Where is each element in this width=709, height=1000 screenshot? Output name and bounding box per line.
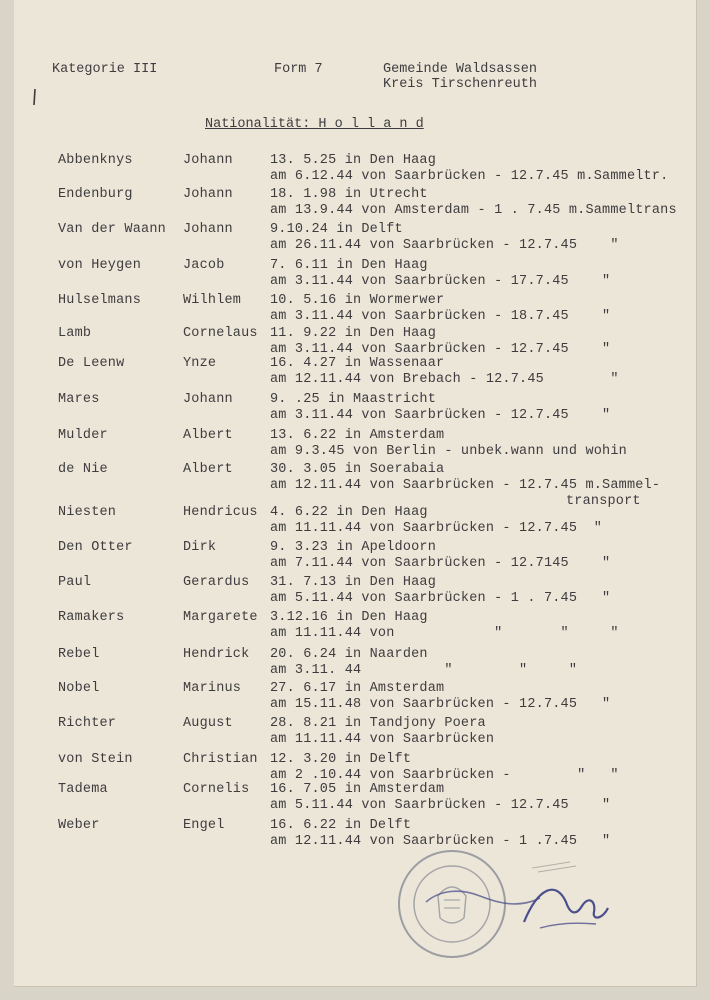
entry-surname: Nobel <box>58 681 100 696</box>
entry-birth-info: 4. 6.22 in Den Haag <box>270 505 428 520</box>
entry-first-name: Johann <box>183 392 233 407</box>
entry-record-info: am 26.11.44 von Saarbrücken - 12.7.45 " <box>270 238 619 253</box>
entry-birth-info: 3.12.16 in Den Haag <box>270 610 428 625</box>
entry-first-name: Cornelaus <box>183 326 258 341</box>
entry-surname: Endenburg <box>58 187 133 202</box>
municipality-label: Gemeinde Waldsassen <box>383 62 537 77</box>
entry-birth-info: 11. 9.22 in Den Haag <box>270 326 437 341</box>
entry-birth-info: 18. 1.98 in Utrecht <box>270 187 428 202</box>
entry-surname: Tadema <box>58 782 108 797</box>
entry-record-info: am 5.11.44 von Saarbrücken - 12.7.45 " <box>270 798 611 813</box>
entry-record-info: am 11.11.44 von " " " <box>270 626 619 641</box>
entry-first-name: Albert <box>183 462 233 477</box>
entry-first-name: Cornelis <box>183 782 250 797</box>
entry-first-name: Christian <box>183 752 258 767</box>
entry-record-info: am 12.11.44 von Saarbrücken - 1 .7.45 " <box>270 834 611 849</box>
entry-first-name: Johann <box>183 187 233 202</box>
nationality-title: Nationalität: H o l l a n d <box>205 117 424 132</box>
entry-birth-info: 13. 6.22 in Amsterdam <box>270 428 445 443</box>
entry-surname: Mulder <box>58 428 108 443</box>
entry-birth-info: 7. 6.11 in Den Haag <box>270 258 428 273</box>
entry-surname: Paul <box>58 575 92 590</box>
entry-surname: Ramakers <box>58 610 125 625</box>
entry-record-info: am 12.11.44 von Saarbrücken - 12.7.45 m.Sammel- <box>270 478 661 493</box>
entry-row <box>0 818 709 852</box>
entry-birth-info: 28. 8.21 in Tandjony Poera <box>270 716 486 731</box>
margin-mark <box>32 88 38 106</box>
entry-first-name: August <box>183 716 233 731</box>
entry-surname: von Heygen <box>58 258 142 273</box>
entry-birth-info: 20. 6.24 in Naarden <box>270 647 428 662</box>
entry-birth-info: 10. 5.16 in Wormerwer <box>270 293 445 308</box>
entry-row <box>0 752 709 786</box>
entry-birth-info: 27. 6.17 in Amsterdam <box>270 681 445 696</box>
entry-birth-info: 16. 7.05 in Amsterdam <box>270 782 445 797</box>
entry-record-info: am 2 .10.44 von Saarbrücken - " " <box>270 768 619 783</box>
entry-row <box>0 392 709 426</box>
entry-first-name: Hendricus <box>183 505 258 520</box>
entry-first-name: Dirk <box>183 540 217 555</box>
entry-first-name: Gerardus <box>183 575 250 590</box>
entry-surname: Richter <box>58 716 117 731</box>
entry-record-info: am 3.11.44 von Saarbrücken - 12.7.45 " <box>270 408 611 423</box>
entry-first-name: Ynze <box>183 356 217 371</box>
entry-birth-info: 13. 5.25 in Den Haag <box>270 153 437 168</box>
entry-row <box>0 716 709 750</box>
entry-row <box>0 356 709 390</box>
entry-row <box>0 187 709 221</box>
entry-row <box>0 681 709 715</box>
entry-surname: Van der Waann <box>58 222 166 237</box>
entry-surname: Hulselmans <box>58 293 142 308</box>
form-label: Form 7 <box>274 62 323 77</box>
entry-row <box>0 428 709 462</box>
entry-surname: von Stein <box>58 752 133 767</box>
entry-record-info: am 13.9.44 von Amsterdam - 1 . 7.45 m.Sammeltrans <box>270 203 677 218</box>
entry-row <box>0 258 709 292</box>
entry-surname: De Leenw <box>58 356 125 371</box>
entry-surname: Rebel <box>58 647 100 662</box>
entry-surname: Mares <box>58 392 100 407</box>
entry-first-name: Wilhlem <box>183 293 242 308</box>
entry-birth-info: 16. 6.22 in Delft <box>270 818 412 833</box>
entry-birth-info: 9.10.24 in Delft <box>270 222 403 237</box>
entry-record-info: am 3.11. 44 " " " <box>270 663 578 678</box>
entry-record-info: am 6.12.44 von Saarbrücken - 12.7.45 m.Sammeltr. <box>270 169 669 184</box>
entry-row <box>0 610 709 644</box>
entry-record-info: am 9.3.45 von Berlin - unbek.wann und wohin <box>270 444 627 459</box>
entry-surname: de Nie <box>58 462 108 477</box>
entry-first-name: Jacob <box>183 258 225 273</box>
entry-record-info: am 15.11.48 von Saarbrücken - 12.7.45 " <box>270 697 611 712</box>
category-label: Kategorie III <box>52 62 158 77</box>
entry-record-info: am 5.11.44 von Saarbrücken - 1 . 7.45 " <box>270 591 611 606</box>
entry-row <box>0 293 709 327</box>
entry-row <box>0 326 709 360</box>
entry-record-info: am 11.11.44 von Saarbrücken <box>270 732 495 747</box>
entry-record-info: am 3.11.44 von Saarbrücken - 17.7.45 " <box>270 274 611 289</box>
entry-birth-info: 30. 3.05 in Soerabaia <box>270 462 445 477</box>
entry-surname: Den Otter <box>58 540 133 555</box>
entry-record-info: am 12.11.44 von Brebach - 12.7.45 " <box>270 372 619 387</box>
entry-first-name: Engel <box>183 818 225 833</box>
entry-record-info: am 11.11.44 von Saarbrücken - 12.7.45 " <box>270 521 603 536</box>
entry-first-name: Margarete <box>183 610 258 625</box>
entry-row <box>0 647 709 681</box>
entry-row <box>0 462 709 509</box>
entry-record-continuation: transport <box>566 494 641 509</box>
entry-row <box>0 153 709 187</box>
entry-record-info: am 7.11.44 von Saarbrücken - 12.7145 " <box>270 556 611 571</box>
entry-birth-info: 16. 4.27 in Wassenaar <box>270 356 445 371</box>
entry-surname: Niesten <box>58 505 117 520</box>
entry-first-name: Johann <box>183 153 233 168</box>
entry-first-name: Marinus <box>183 681 242 696</box>
entry-surname: Weber <box>58 818 100 833</box>
entry-record-info: am 3.11.44 von Saarbrücken - 12.7.45 " <box>270 342 611 357</box>
entry-first-name: Albert <box>183 428 233 443</box>
signature <box>420 850 620 940</box>
entry-birth-info: 9. 3.23 in Apeldoorn <box>270 540 437 555</box>
entry-birth-info: 12. 3.20 in Delft <box>270 752 412 767</box>
entry-birth-info: 31. 7.13 in Den Haag <box>270 575 437 590</box>
entry-row <box>0 540 709 574</box>
entry-first-name: Johann <box>183 222 233 237</box>
entry-surname: Lamb <box>58 326 92 341</box>
entry-row <box>0 222 709 256</box>
entry-row <box>0 505 709 539</box>
entry-birth-info: 9. .25 in Maastricht <box>270 392 437 407</box>
entry-surname: Abbenknys <box>58 153 133 168</box>
entry-row <box>0 782 709 816</box>
entry-first-name: Hendrick <box>183 647 250 662</box>
district-label: Kreis Tirschenreuth <box>383 77 537 92</box>
entry-row <box>0 575 709 609</box>
entry-record-info: am 3.11.44 von Saarbrücken - 18.7.45 " <box>270 309 611 324</box>
